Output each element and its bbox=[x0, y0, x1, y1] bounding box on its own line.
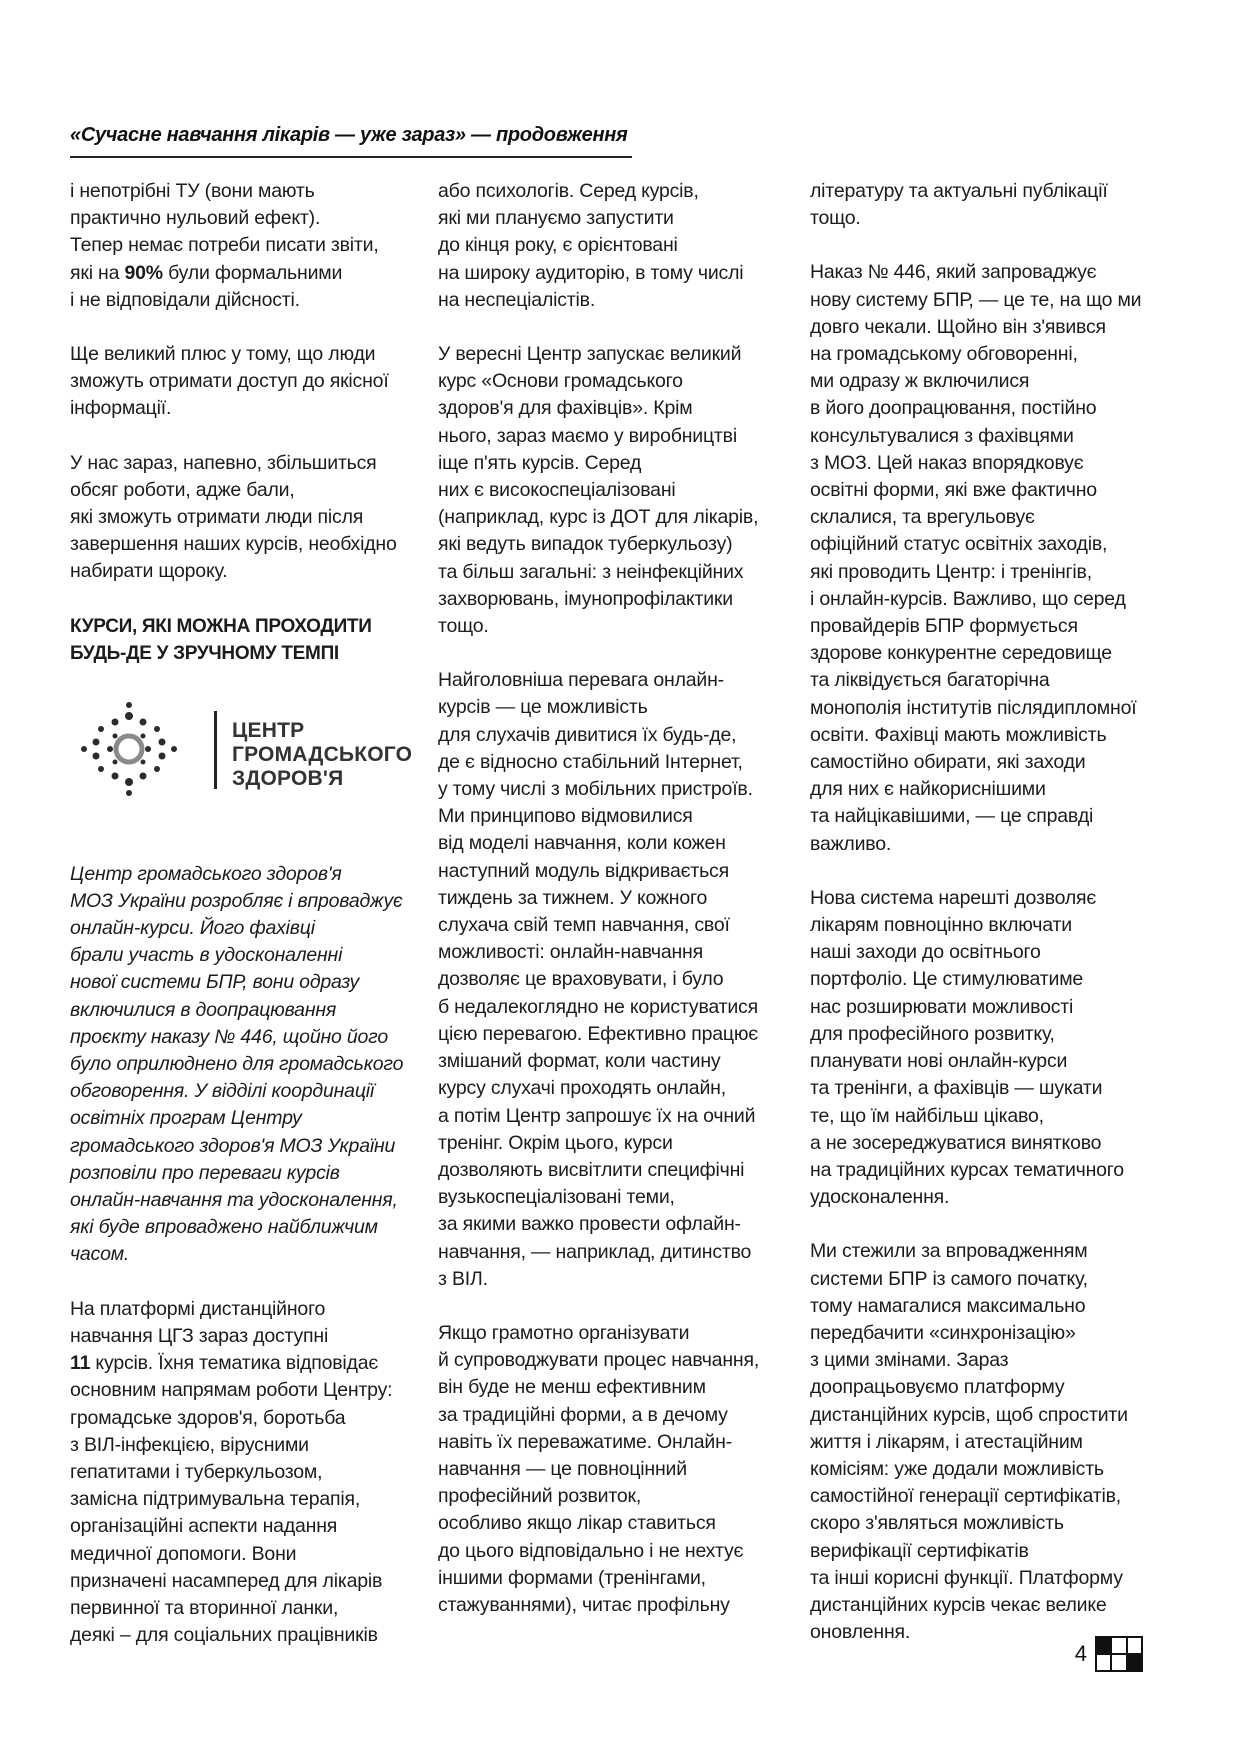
text-line: від моделі навчання, коли кожен bbox=[438, 832, 726, 855]
text-line: курс «Основи громадського bbox=[438, 370, 683, 393]
paragraph bbox=[70, 341, 430, 423]
text-line: самостійно обирати, які заходи bbox=[810, 751, 1086, 774]
text-line: де є відносно стабільний Інтернет, bbox=[438, 750, 743, 773]
text-line: здорове конкурентне середовище bbox=[810, 642, 1112, 665]
text-line: для слухачів дивитися їх будь-де, bbox=[438, 723, 737, 746]
text-line: доопрацьовуємо платформу bbox=[810, 1376, 1065, 1399]
paragraph bbox=[810, 1238, 1180, 1646]
text-line: слухача свій темп навчання, свої bbox=[438, 914, 730, 937]
text-line: а не зосереджуватися винятково bbox=[810, 1131, 1102, 1154]
text-line: провайдерів БПР формується bbox=[810, 615, 1078, 638]
text-line: та тренінги, а фахівців — шукати bbox=[810, 1077, 1103, 1100]
caption-line: розповіли про переваги курсів bbox=[70, 1161, 340, 1184]
text-line: змішаний формат, коли частину bbox=[438, 1050, 721, 1073]
text-line: обсяг роботи, адже бали, bbox=[70, 478, 295, 501]
dot-pattern-logo-icon bbox=[76, 699, 196, 799]
caption-line: брали участь в удосконаленні bbox=[70, 944, 343, 967]
text-line: дозволяють висвітлити специфічні bbox=[438, 1158, 745, 1181]
text-line: офіційний статус освітніх заходів, bbox=[810, 533, 1108, 556]
text-line: важливо. bbox=[810, 832, 892, 855]
logo-wordmark bbox=[232, 719, 412, 791]
bold-figure: 90% bbox=[124, 261, 163, 284]
paragraph bbox=[438, 178, 816, 314]
text-line: навчання ЦГЗ зараз доступні bbox=[70, 1324, 329, 1347]
public-health-center-logo bbox=[70, 699, 430, 799]
text-line: Найголовніша перевага онлайн- bbox=[438, 669, 724, 692]
header-divider bbox=[70, 156, 632, 158]
caption-line: онлайн-навчання та удосконалення, bbox=[70, 1189, 398, 1212]
text-line: нову систему БПР, — це те, на що ми bbox=[810, 288, 1142, 311]
text-line: для професійного розвитку, bbox=[810, 1022, 1055, 1045]
text-line: він буде не менш ефективним bbox=[438, 1376, 706, 1399]
text-line: нього, зараз маємо у виробництві bbox=[438, 424, 737, 447]
text-line: у тому числі з мобільних пристроїв. bbox=[438, 778, 753, 801]
text-line: можливості: онлайн-навчання bbox=[438, 941, 703, 964]
caption-line: нової системи БПР, вони одразу bbox=[70, 971, 360, 994]
text-line: з ВІЛ. bbox=[438, 1267, 488, 1290]
text-fragment: які на bbox=[70, 261, 125, 284]
text-line: освітні форми, які вже фактично bbox=[810, 479, 1097, 502]
column-1 bbox=[70, 178, 430, 1676]
text-line: курсів — це можливість bbox=[438, 696, 648, 719]
text-line: консультувалися з фахівцями bbox=[810, 424, 1074, 447]
logo-text-line: ЦЕНТР bbox=[232, 718, 305, 742]
text-line: дистанційних курсів чекає велике bbox=[810, 1593, 1107, 1616]
text-line bbox=[70, 1350, 430, 1377]
text-line: На платформі дистанційного bbox=[70, 1297, 326, 1320]
text-line: ми одразу ж включилися bbox=[810, 370, 1030, 393]
text-line: дистанційних курсів, щоб спростити bbox=[810, 1403, 1128, 1426]
text-line: Якщо грамотно організувати bbox=[438, 1321, 690, 1344]
text-line: які ведуть випадок туберкульозу) bbox=[438, 533, 733, 556]
text-line: дозволяє це враховувати, і було bbox=[438, 968, 724, 991]
text-line: навчання, — наприклад, дитинство bbox=[438, 1240, 752, 1263]
text-line: до цього відповідально і не нехтує bbox=[438, 1539, 744, 1562]
text-line: навіть їх переважатиме. Онлайн- bbox=[438, 1430, 732, 1453]
text-line: тощо. bbox=[810, 207, 861, 230]
text-line: наступний модуль відкривається bbox=[438, 859, 729, 882]
text-line: які проводить Центр: і тренінгів, bbox=[810, 560, 1092, 583]
text-line: склалися, та врегульовує bbox=[810, 506, 1035, 529]
text-line: та інші корисні функції. Платформу bbox=[810, 1566, 1123, 1589]
text-line: оновлення. bbox=[810, 1621, 911, 1644]
caption-line: проєкту наказу № 446, щойно його bbox=[70, 1025, 388, 1048]
text-line: удосконалення. bbox=[810, 1186, 950, 1209]
text-line: здоров'я для фахівців». Крім bbox=[438, 397, 693, 420]
text-line: на громадському обговоренні, bbox=[810, 343, 1078, 366]
text-line: навчання — це повноцінний bbox=[438, 1457, 687, 1480]
text-line: монополія інститутів післядипломної bbox=[810, 696, 1137, 719]
section-subheading bbox=[70, 613, 430, 667]
text-line: які ми плануємо запустити bbox=[438, 207, 674, 230]
text-line: та найцікавішими, — це справді bbox=[810, 805, 1094, 828]
text-line: особливо якщо лікар ставиться bbox=[438, 1512, 716, 1535]
text-line: те, що їм найбільш цікаво, bbox=[810, 1104, 1044, 1127]
text-line: в його доопрацювання, постійно bbox=[810, 397, 1097, 420]
text-line: основним напрямам роботи Центру: bbox=[70, 1379, 393, 1402]
text-line: Ми стежили за впровадженням bbox=[810, 1240, 1088, 1263]
text-line: і онлайн-курсів. Важливо, що серед bbox=[810, 587, 1126, 610]
text-line: з МОЗ. Цей наказ впорядковує bbox=[810, 451, 1084, 474]
text-line: на неспеціалістів. bbox=[438, 288, 596, 311]
text-line: на широку аудиторію, в тому числі bbox=[438, 261, 744, 284]
text-line: системи БПР із самого початку, bbox=[810, 1267, 1088, 1290]
text-line: Ще великий плюс у тому, що люди bbox=[70, 343, 376, 366]
text-line: й супроводжувати процес навчання, bbox=[438, 1349, 760, 1372]
text-line: лікарям повноцінно включати bbox=[810, 914, 1072, 937]
text-line: або психологів. Серед курсів, bbox=[438, 180, 699, 202]
text-line: і не відповідали дійсності. bbox=[70, 288, 300, 311]
caption-line: МОЗ України розробляє і впроваджує bbox=[70, 889, 403, 912]
text-line: життя і лікарям, і атестаційним bbox=[810, 1430, 1083, 1453]
paragraph bbox=[810, 178, 1180, 232]
text-line: завершення наших курсів, необхідно bbox=[70, 533, 397, 556]
text-line: первинної та вторинної ланки, bbox=[70, 1596, 339, 1619]
paragraph bbox=[70, 450, 430, 586]
text-line: Ми принципово відмовилися bbox=[438, 805, 693, 828]
logo-text-line: ЗДОРОВ'Я bbox=[232, 766, 344, 790]
text-line: портфоліо. Це стимулюватиме bbox=[810, 968, 1084, 991]
text-line: вузькоспеціалізовані теми, bbox=[438, 1186, 675, 1209]
paragraph bbox=[70, 1296, 430, 1650]
text-line: і непотрібні ТУ (вони мають bbox=[70, 180, 315, 202]
text-line: медичної допомоги. Вони bbox=[70, 1542, 297, 1565]
intro-caption bbox=[70, 861, 430, 1269]
text-line: з цими змінами. Зараз bbox=[810, 1349, 1009, 1372]
page-number: 4 bbox=[1074, 1641, 1087, 1666]
text-line: та більш загальні: з неінфекційних bbox=[438, 560, 744, 583]
text-line: іще п'ять курсів. Серед bbox=[438, 451, 642, 474]
text-line: нас розширювати можливості bbox=[810, 995, 1074, 1018]
column-2 bbox=[438, 178, 816, 1646]
text-line: комісіям: уже додали можливість bbox=[810, 1457, 1104, 1480]
text-line: та ліквідується багаторічна bbox=[810, 669, 1050, 692]
page-footer bbox=[1075, 1636, 1143, 1672]
text-line: які зможуть отримати люди після bbox=[70, 506, 364, 529]
caption-line: включилися в доопрацювання bbox=[70, 998, 337, 1021]
text-line: тощо. bbox=[438, 615, 489, 638]
text-fragment: були формальними bbox=[162, 261, 343, 284]
text-line: передбачити «синхронізацію» bbox=[810, 1321, 1076, 1344]
text-line: тренінг. Окрім цього, курси bbox=[438, 1131, 673, 1154]
paragraph bbox=[810, 885, 1180, 1211]
subheading-line: КУРСИ, ЯКІ МОЖНА ПРОХОДИТИ bbox=[70, 615, 372, 637]
text-line: Нова система нарешті дозволяє bbox=[810, 886, 1097, 909]
text-line: за традиційні форми, а в дечому bbox=[438, 1403, 728, 1426]
caption-line: освітніх програм Центру bbox=[70, 1107, 302, 1130]
text-line: професійний розвиток, bbox=[438, 1485, 642, 1508]
text-line: іншими формами (тренінгами, bbox=[438, 1566, 706, 1589]
text-line: скоро з'являться можливість bbox=[810, 1512, 1064, 1535]
page-header-title: «Сучасне навчання лікарів — уже зараз» — продовження bbox=[70, 124, 628, 146]
text-line: У вересні Центр запускає великий bbox=[438, 343, 742, 366]
text-line: літературу та актуальні публікації bbox=[810, 180, 1108, 202]
caption-line: Центр громадського здоров'я bbox=[70, 862, 342, 885]
text-line: призначені насамперед для лікарів bbox=[70, 1569, 383, 1592]
text-line: наші заходи до освітнього bbox=[810, 941, 1041, 964]
text-line: них є високоспеціалізовані bbox=[438, 479, 676, 502]
text-line: на традиційних курсах тематичного bbox=[810, 1158, 1124, 1181]
text-line: захворювань, імунопрофілактики bbox=[438, 587, 733, 610]
logo-text-line: ГРОМАДСЬКОГО bbox=[232, 742, 413, 766]
subheading-line: БУДЬ-ДЕ У ЗРУЧНОМУ ТЕМПІ bbox=[70, 642, 339, 664]
text-line: за якими важко провести офлайн- bbox=[438, 1213, 741, 1236]
text-line: б недалекоглядно не користуватися bbox=[438, 995, 758, 1018]
text-line: для них є найкориснішими bbox=[810, 778, 1046, 801]
text-line: (наприклад, курс із ДОТ для лікарів, bbox=[438, 506, 759, 529]
text-line: гепатитами і туберкульозом, bbox=[70, 1460, 323, 1483]
text-line: верифікації сертифікатів bbox=[810, 1539, 1029, 1562]
text-line: тому намагалися максимально bbox=[810, 1294, 1086, 1317]
paragraph bbox=[70, 178, 430, 314]
text-line: організаційні аспекти надання bbox=[70, 1515, 338, 1538]
text-line: тиждень за тижнем. У кожного bbox=[438, 886, 708, 909]
paragraph bbox=[438, 667, 816, 1293]
grid-logo-icon bbox=[1095, 1636, 1143, 1672]
logo-divider bbox=[214, 711, 217, 789]
text-line: стажуваннями), читає профільну bbox=[438, 1593, 730, 1616]
caption-line: обговорення. У відділі координації bbox=[70, 1080, 375, 1103]
text-line: зможуть отримати доступ до якісної bbox=[70, 370, 389, 393]
text-line: У нас зараз, напевно, збільшиться bbox=[70, 451, 377, 474]
text-line: практично нульовий ефект). bbox=[70, 207, 321, 230]
caption-line: громадського здоров'я МОЗ України bbox=[70, 1134, 396, 1157]
text-line: планувати нові онлайн-курси bbox=[810, 1050, 1068, 1073]
text-fragment: курсів. Їхня тематика відповідає bbox=[90, 1352, 379, 1375]
text-line: довго чекали. Щойно він з'явився bbox=[810, 315, 1106, 338]
text-line: інформації. bbox=[70, 397, 172, 420]
text-line: а потім Центр запрошує їх на очний bbox=[438, 1104, 756, 1127]
text-line: Тепер немає потреби писати звіти, bbox=[70, 234, 379, 257]
column-3 bbox=[810, 178, 1180, 1673]
text-line: замісна підтримувальна терапія, bbox=[70, 1488, 361, 1511]
paragraph bbox=[438, 341, 816, 640]
caption-line: які буде впроваджено найближчим bbox=[70, 1216, 378, 1239]
text-line: набирати щороку. bbox=[70, 560, 228, 583]
caption-line: онлайн-курси. Його фахівці bbox=[70, 917, 315, 940]
text-line: курсу слухачі проходять онлайн, bbox=[438, 1077, 726, 1100]
text-line: деякі – для соціальних працівників bbox=[70, 1624, 378, 1647]
text-line: з ВІЛ-інфекцією, вірусними bbox=[70, 1433, 309, 1456]
caption-line: було оприлюднено для громадського bbox=[70, 1053, 404, 1076]
text-line: цією перевагою. Ефективно працює bbox=[438, 1022, 759, 1045]
text-line: освіти. Фахівці мають можливість bbox=[810, 723, 1107, 746]
text-line: до кінця року, є орієнтовані bbox=[438, 234, 678, 257]
bold-figure: 11 bbox=[70, 1352, 91, 1375]
text-line: самостійної генерації сертифікатів, bbox=[810, 1485, 1121, 1508]
text-line: Наказ № 446, який запроваджує bbox=[810, 261, 1097, 284]
text-line: громадське здоров'я, боротьба bbox=[70, 1406, 346, 1429]
paragraph bbox=[438, 1320, 816, 1619]
caption-line: часом. bbox=[70, 1243, 130, 1266]
text-line bbox=[70, 260, 430, 287]
paragraph bbox=[810, 259, 1180, 857]
